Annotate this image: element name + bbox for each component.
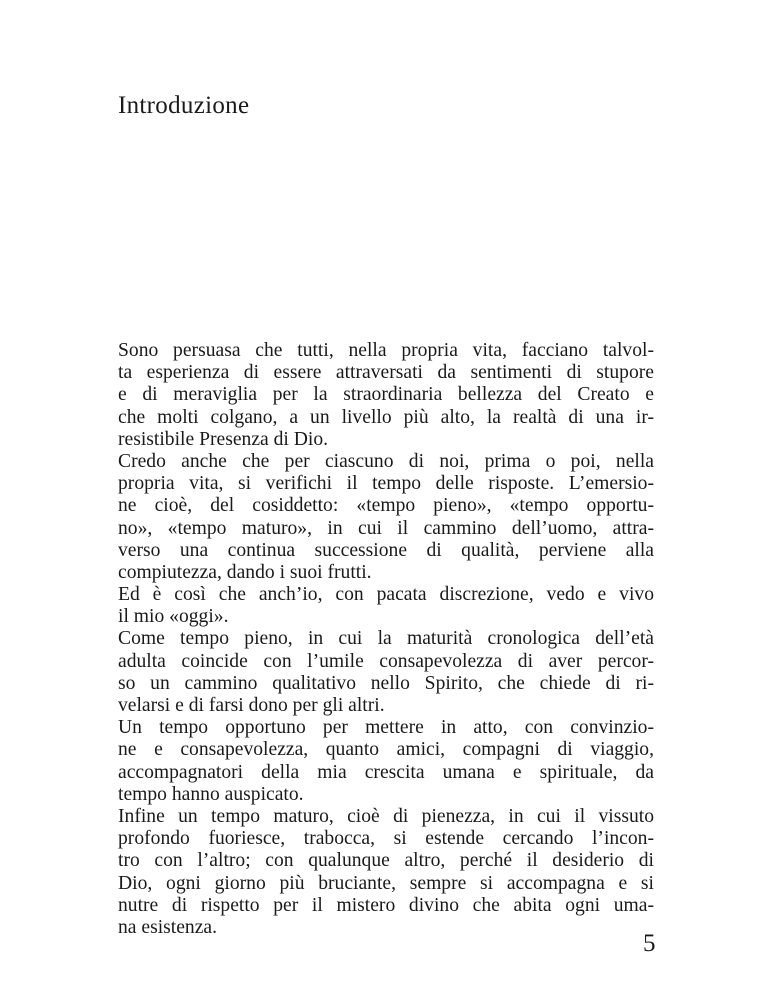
text-line: Ed è così che anch’io, con pacata discrezione, vedo e vivo	[118, 584, 654, 606]
text-line: adulta coincide con l’umile consapevolezza di aver percor-	[118, 650, 654, 672]
text-line: che molti colgano, a un livello più alto, la realtà di una ir-	[118, 406, 654, 428]
chapter-title: Introduzione	[118, 92, 250, 119]
text-line: ta esperienza di essere attraversati da sentimenti di stupore	[118, 362, 654, 384]
text-line: Sono persuasa che tutti, nella propria vita, facciano talvol-	[118, 340, 654, 361]
text-line: na esistenza.	[118, 916, 218, 938]
text-line: accompagnatori della mia crescita umana e spirituale, da	[118, 761, 654, 783]
text-line: ne cioè, del cosiddetto: «tempo pieno», «tempo opportu-	[118, 495, 654, 517]
text-line: nutre di rispetto per il mistero divino che abita ogni uma-	[118, 894, 654, 916]
text-line: tro con l’altro; con qualunque altro, perché il desiderio di	[118, 850, 654, 872]
text-line: Infine un tempo maturo, cioè di pienezza, in cui il vissuto	[118, 805, 654, 827]
text-line: Un tempo opportuno per mettere in atto, con convinzio-	[118, 717, 654, 739]
body-text	[118, 340, 654, 939]
text-line: no», «tempo maturo», in cui il cammino dell’uomo, attra-	[118, 517, 654, 539]
text-line: verso una continua successione di qualità, perviene alla	[118, 539, 654, 561]
text-line: propria vita, si verifichi il tempo delle risposte. L’emersio-	[118, 473, 654, 495]
text-line: Come tempo pieno, in cui la maturità cronologica dell’età	[118, 628, 654, 650]
text-line: tempo hanno auspicato.	[118, 783, 304, 805]
text-line: Credo anche che per ciascuno di noi, prima o poi, nella	[118, 450, 654, 472]
text-line: e di meraviglia per la straordinaria bellezza del Creato e	[118, 384, 654, 406]
text-line: resistibile Presenza di Dio.	[118, 428, 329, 450]
text-line: ne e consapevolezza, quanto amici, compagni di viaggio,	[118, 739, 654, 761]
text-line: Dio, ogni giorno più bruciante, sempre si accompagna e si	[118, 872, 654, 894]
text-line: so un cammino qualitativo nello Spirito, che chiede di ri-	[118, 672, 654, 694]
page-number: 5	[643, 930, 656, 957]
text-line: compiutezza, dando i suoi frutti.	[118, 561, 372, 583]
text-line: il mio «oggi».	[118, 606, 229, 628]
text-line: profondo fuoriesce, trabocca, si estende cercando l’incon-	[118, 828, 654, 850]
text-line: velarsi e di farsi dono per gli altri.	[118, 695, 385, 716]
